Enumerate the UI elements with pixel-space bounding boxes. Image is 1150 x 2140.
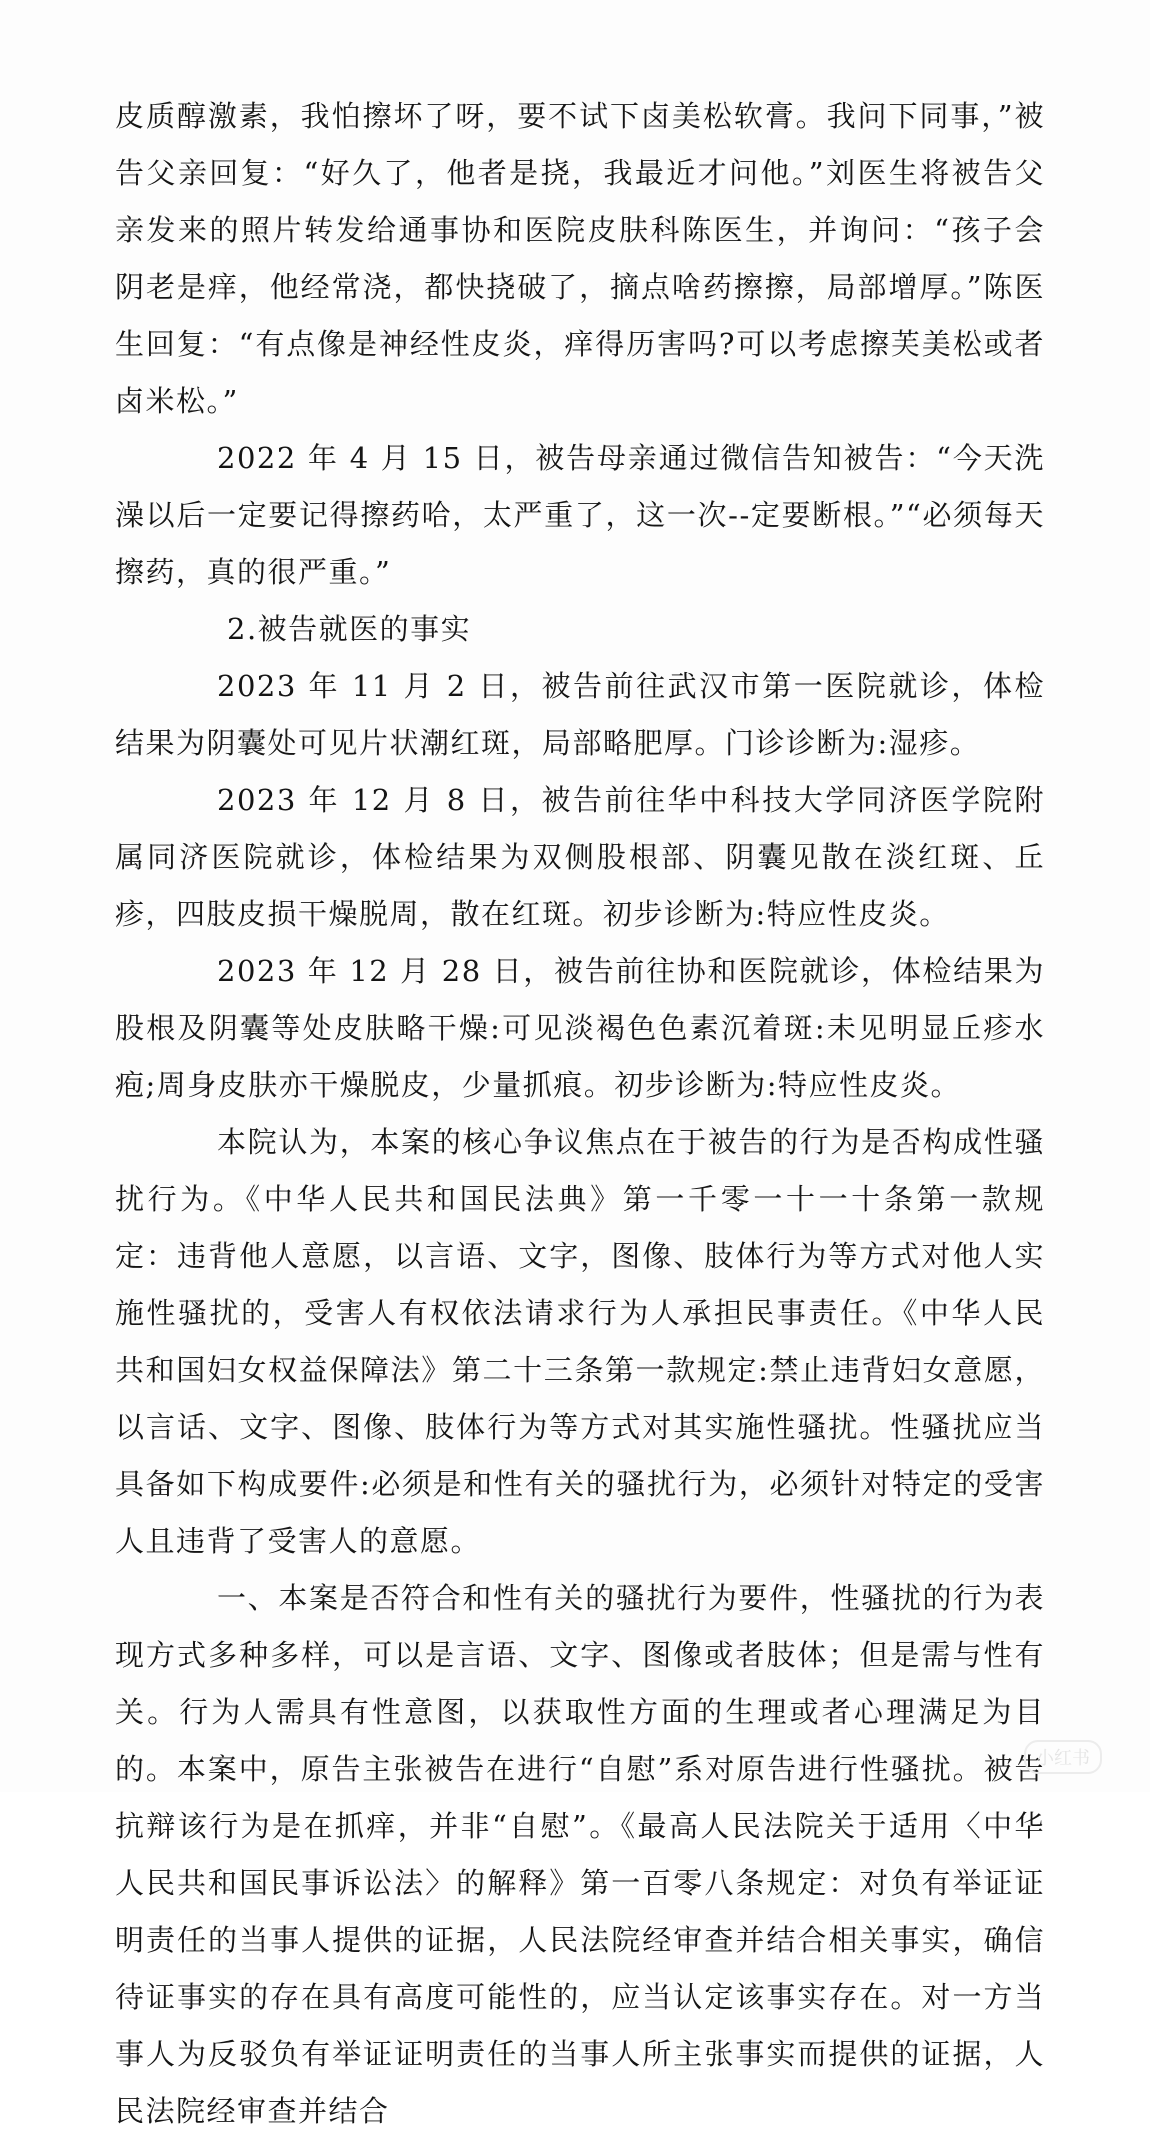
paragraph-court-opinion: 本院认为，本案的核心争议焦点在于被告的行为是否构成性骚扰行为。《中华人民共和国民法典》第一千零一十一十条第一款规定：违背他人意愿，以言语、文字，图像、肢体行为等方式对他人实施性骚扰的，受害人有权依法请求行为人承担民事责任。《中华人民共和国妇女权益保障法》第二十三条第一款规定:禁止违背妇女意愿，以言话、文字、图像、肢体行为等方式对其实施性骚扰。性骚扰应当具备如下构成要件:必须是和性有关的骚扰行为，必须针对特定的受害人且违背了受害人的意愿。 [115,1125,1045,1558]
paragraph-visit-wuhan-first-hospital: 2023 年 11 月 2 日，被告前往武汉市第一医院就诊，体检结果为阴囊处可见片状潮红斑，局部略肥厚。门诊诊断为:湿疹。 [115,669,1045,760]
paragraph-visit-tongji-hospital: 2023 年 12 月 8 日，被告前往华中科技大学同济医学院附属同济医院就诊，体检结果为双侧股根部、阴囊见散在淡红斑、丘疹，四肢皮损干燥脱周，散在红斑。初步诊断为:特应性皮炎。 [115,783,1045,931]
watermark-logo: 小红书 [1024,1740,1102,1774]
paragraph-analysis-point-one: 一、本案是否符合和性有关的骚扰行为要件，性骚扰的行为表现方式多种多样，可以是言语、文字、图像或者肢体；但是需与性有关。行为人需具有性意图，以获取性方面的生理或者心理满足为目的。本案中，原告主张被告在进行“自慰”系对原告进行性骚扰。被告抗辩该行为是在抓痒，并非“自慰”。《最高人民法院关于适用〈中华人民共和国民事诉讼法〉的解释》第一百零八条规定：对负有举证证明责任的当事人提供的证据，人民法院经审查并结合相关事实，确信待证事实的存在具有高度可能性的，应当认定该事实存在。对一方当事人为反驳负有举证证明责任的当事人所主张事实而提供的证据，人民法院经审查并结合 [115,1581,1045,2128]
document-body [115,88,1045,2140]
paragraph-continuation: 皮质醇激素，我怕擦坏了呀，要不试下卤美松软膏。我问下同事，”被告父亲回复：“好久了，他者是挠，我最近才问他。”刘医生将被告父亲发来的照片转发给通事协和医院皮肤科陈医生，并询问：“孩子会阴老是痒，他经常浇，都快挠破了，摘点啥药擦擦，局部增厚。”陈医生回复：“有点像是神经性皮炎，痒得历害吗?可以考虑擦芙美松或者卤米松。” [115,99,1045,418]
paragraph-mother-message: 2022 年 4 月 15 日，被告母亲通过微信告知被告：“今天洗澡以后一定要记得擦药哈，太严重了，这一次--定要断根。”“必须每天擦药，真的很严重。” [115,441,1045,589]
paragraph-visit-xiehe-hospital: 2023 年 12 月 28 日，被告前往协和医院就诊，体检结果为股根及阴囊等处皮肤略干燥:可见淡褐色色素沉着斑:未见明显丘疹水疱;周身皮肤亦干燥脱皮，少量抓痕。初步诊断为:特应性皮炎。 [115,954,1045,1102]
section-heading-medical-facts: 2.被告就医的事实 [227,612,472,646]
